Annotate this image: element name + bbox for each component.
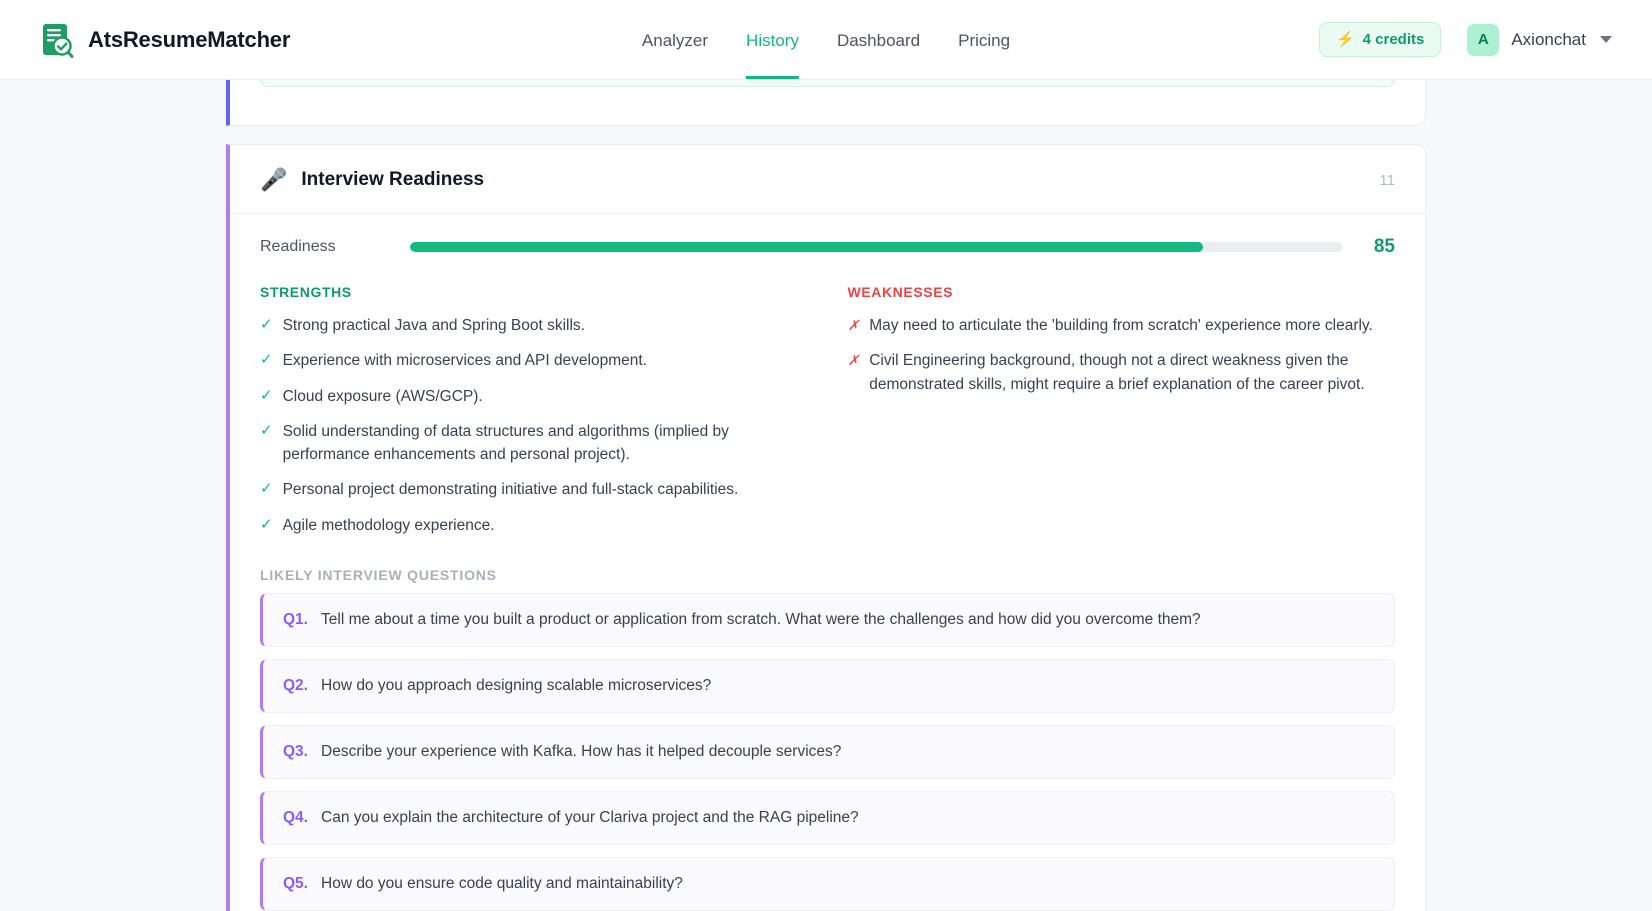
- weakness-text: Civil Engineering background, though not a direct weakness given the demonstrated skills, might require a brief explanation of the career pivot.: [869, 352, 1365, 393]
- list-item[interactable]: [260, 857, 1395, 911]
- check-icon: ✓: [260, 515, 273, 533]
- main-nav: [642, 0, 1010, 79]
- readiness-row: [230, 214, 1425, 258]
- question-text: Can you explain the architecture of your Clariva project and the RAG pipeline?: [321, 808, 859, 826]
- nav-item-pricing[interactable]: Pricing: [958, 30, 1011, 50]
- interview-readiness-card: [226, 144, 1426, 911]
- card-title: Interview Readiness: [301, 169, 485, 190]
- weaknesses-column: [848, 284, 1396, 549]
- list-item: [260, 514, 808, 537]
- user-menu[interactable]: [1467, 24, 1612, 56]
- check-icon: ✓: [260, 351, 273, 369]
- readiness-progress-fill: [410, 242, 1203, 252]
- chevron-down-icon: [1600, 36, 1612, 43]
- readiness-score: 85: [1373, 236, 1395, 257]
- check-icon: ✓: [260, 480, 273, 498]
- questions-heading: LIKELY INTERVIEW QUESTIONS: [260, 566, 497, 583]
- user-name: Axionchat: [1511, 29, 1586, 49]
- nav-item-history[interactable]: History: [746, 0, 799, 79]
- page-body: [0, 80, 1652, 911]
- question-number: Q3.: [283, 742, 308, 760]
- list-item[interactable]: [260, 659, 1395, 713]
- check-icon: ✓: [260, 386, 273, 404]
- strengths-heading: STRENGTHS: [260, 284, 352, 300]
- question-number: Q4.: [283, 808, 308, 826]
- app-header: [0, 0, 1652, 80]
- microphone-icon: 🎤: [260, 167, 288, 192]
- list-item: [260, 420, 808, 467]
- list-item[interactable]: [260, 593, 1395, 647]
- previous-section-highlight: [260, 80, 1395, 87]
- weakness-text: May need to articulate the 'building from scratch' experience more clearly.: [869, 317, 1373, 334]
- question-number: Q1.: [283, 610, 308, 628]
- strength-text: Experience with microservices and API development.: [282, 352, 648, 370]
- credits-label: 4 credits: [1362, 31, 1425, 48]
- cross-icon: ✗: [847, 317, 860, 333]
- question-number: Q2.: [283, 676, 308, 694]
- strengths-column: [260, 284, 808, 549]
- list-item: [260, 385, 808, 408]
- card-header: [230, 145, 1425, 214]
- brand-name: AtsResumeMatcher: [88, 26, 291, 52]
- list-item: [848, 349, 1396, 396]
- strength-text: Cloud exposure (AWS/GCP).: [282, 387, 483, 405]
- check-icon: ✓: [260, 421, 273, 439]
- readiness-label: Readiness: [260, 238, 336, 255]
- strength-text: Agile methodology experience.: [282, 516, 495, 534]
- strengths-weaknesses: [230, 258, 1425, 549]
- list-item: [260, 349, 808, 372]
- credits-badge[interactable]: [1319, 22, 1441, 57]
- weaknesses-heading: WEAKNESSES: [847, 284, 954, 300]
- strength-text: Strong practical Java and Spring Boot skills.: [282, 317, 585, 334]
- question-text: Tell me about a time you built a product or application from scratch. What were the challenges and how did you overcome them?: [321, 610, 1201, 628]
- list-item: [848, 314, 1396, 337]
- nav-item-analyzer[interactable]: Analyzer: [641, 30, 709, 50]
- question-text: How do you approach designing scalable microservices?: [321, 676, 712, 694]
- list-item: [260, 478, 808, 501]
- resume-scan-icon: [40, 22, 74, 58]
- cross-icon: ✗: [847, 352, 860, 369]
- avatar: A: [1467, 24, 1499, 56]
- list-item[interactable]: [260, 791, 1395, 845]
- question-text: How do you ensure code quality and maintainability?: [321, 874, 683, 892]
- question-number: Q5.: [283, 874, 308, 892]
- check-icon: ✓: [260, 316, 273, 333]
- brand[interactable]: [40, 22, 290, 58]
- list-item[interactable]: [260, 725, 1395, 779]
- nav-item-dashboard[interactable]: Dashboard: [836, 30, 921, 50]
- question-text: Describe your experience with Kafka. How has it helped decouple services?: [321, 742, 842, 760]
- bolt-icon: ⚡: [1335, 31, 1355, 48]
- previous-section-card: [226, 80, 1426, 126]
- readiness-progress-bar: [410, 242, 1343, 252]
- strength-text: Solid understanding of data structures and algorithms (implied by performance enhancements and personal project).: [282, 422, 729, 463]
- strength-text: Personal project demonstrating initiative and full-stack capabilities.: [282, 481, 739, 499]
- header-right: [1319, 22, 1612, 57]
- list-item: [260, 314, 808, 337]
- card-count: 11: [1379, 171, 1395, 189]
